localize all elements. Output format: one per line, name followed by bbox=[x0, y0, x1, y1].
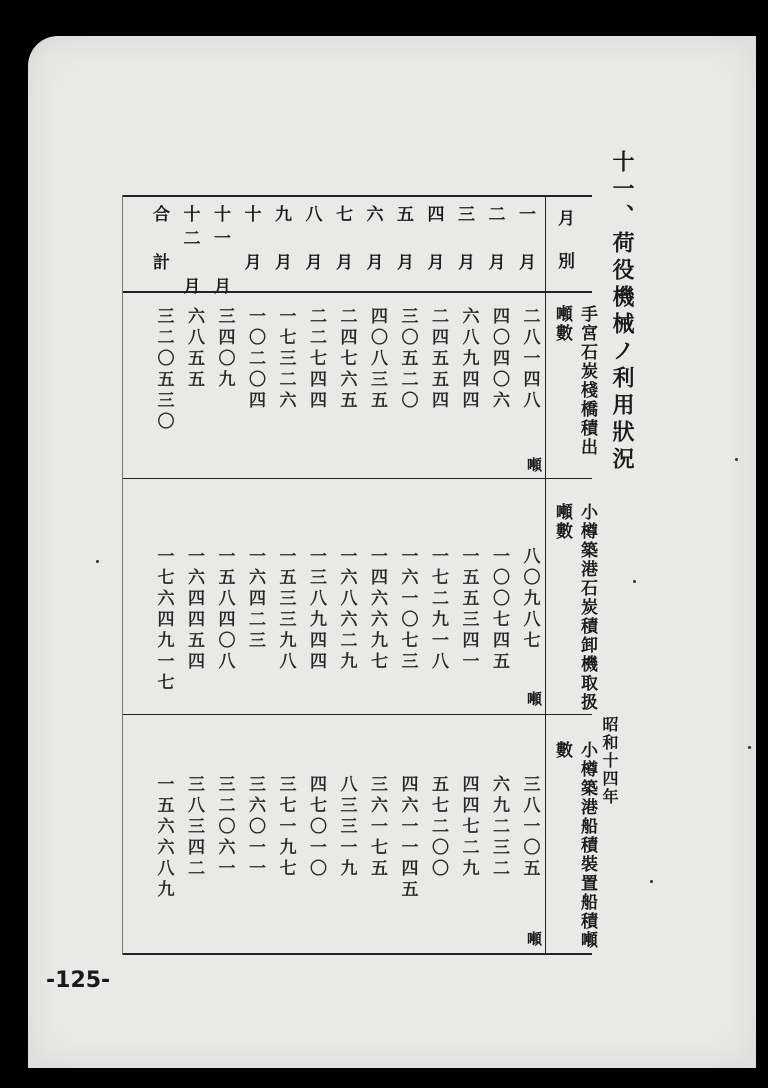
era-label: 昭和十四年 bbox=[600, 716, 619, 806]
table-cell: 一五八四〇八 bbox=[214, 547, 235, 673]
table-cell: 四〇八三五 bbox=[367, 307, 387, 412]
month-label: 七 月 bbox=[336, 205, 353, 273]
scan-speck bbox=[748, 746, 751, 749]
section-heading-3: 小樽築港船積裝置船積噸數 bbox=[552, 741, 597, 950]
table-cell: 一七二九一八 bbox=[428, 547, 448, 673]
table-cell: 三七一九七 bbox=[275, 775, 296, 880]
table-cell: 一六八六二九 bbox=[336, 547, 357, 673]
table-bottom-rule bbox=[122, 953, 592, 955]
month-label: 一 月 bbox=[519, 205, 536, 273]
section-heading-2: 小樽築港石炭積卸機取扱噸數 bbox=[552, 503, 597, 712]
table-cell: 二二七四四 bbox=[306, 307, 326, 412]
table-cell: 一三八九四四 bbox=[306, 547, 326, 673]
table-cell: 三二〇六一 bbox=[214, 775, 235, 880]
table-cell: 二八一四八 bbox=[519, 307, 540, 412]
table-left-rule bbox=[122, 195, 123, 955]
table-cell: 三四〇九 bbox=[214, 307, 235, 391]
scan-speck bbox=[633, 580, 636, 583]
table-cell: 一〇二〇四 bbox=[245, 307, 265, 412]
month-label: 六 月 bbox=[366, 205, 384, 273]
table-cell: 一五六六八九 bbox=[153, 775, 174, 901]
table-cell: 二四七六五 bbox=[336, 307, 357, 412]
table-cell: 八三三一九 bbox=[336, 775, 357, 880]
table-cell: 二四五五四 bbox=[428, 307, 448, 412]
table-cell: 一四六六九七 bbox=[367, 547, 387, 673]
scan-speck bbox=[96, 560, 99, 563]
table-top-rule bbox=[122, 195, 592, 197]
table-cell: 三八三四二 bbox=[184, 775, 204, 880]
unit-label-2: 噸 bbox=[525, 691, 543, 706]
table-cell: 四〇四〇六 bbox=[489, 307, 509, 412]
table-cell: 一六四四五四 bbox=[184, 547, 204, 673]
section-rule-2 bbox=[122, 714, 592, 715]
month-label: 四 月 bbox=[427, 205, 445, 273]
table-cell: 三二〇五三〇 bbox=[153, 307, 174, 433]
month-column-heading: 月別 bbox=[554, 209, 574, 295]
month-label: 八 月 bbox=[305, 205, 323, 273]
scan-speck bbox=[735, 458, 738, 461]
table-cell: 五七二〇〇 bbox=[428, 775, 448, 880]
month-label: 九 月 bbox=[275, 205, 292, 273]
month-label: 十 月 bbox=[244, 205, 262, 273]
table-cell: 一七三二六 bbox=[275, 307, 296, 412]
month-label: 十 一 月 bbox=[214, 205, 231, 297]
unit-label-1: 噸 bbox=[525, 457, 543, 472]
heading-column-rule bbox=[545, 195, 546, 955]
table-cell: 三六〇一一 bbox=[245, 775, 265, 880]
table-cell: 三八一〇五 bbox=[519, 775, 540, 880]
page-title: 十一、荷役機械ノ利用狀況 bbox=[609, 150, 635, 474]
month-label: 三 月 bbox=[458, 205, 475, 273]
usage-table bbox=[122, 195, 597, 955]
table-cell: 三六一七五 bbox=[367, 775, 387, 880]
scan-speck bbox=[650, 880, 653, 883]
table-cell: 四四七二九 bbox=[458, 775, 479, 880]
table-cell: 一六一〇七三 bbox=[397, 547, 418, 673]
table-cell: 三〇五二〇 bbox=[397, 307, 418, 412]
table-cell: 一五五三四一 bbox=[458, 547, 479, 673]
month-label: 二 月 bbox=[488, 205, 506, 273]
unit-label-3: 噸 bbox=[525, 931, 543, 946]
section-heading-1: 手宮石炭棧橋積出噸數 bbox=[552, 305, 597, 457]
month-label: 十 二 月 bbox=[183, 205, 201, 297]
table-cell: 六九二三二 bbox=[489, 775, 509, 880]
table-cell: 六八九四四 bbox=[458, 307, 479, 412]
table-cell: 四七〇一〇 bbox=[306, 775, 326, 880]
table-cell: 一六四二三 bbox=[245, 547, 265, 652]
table-cell: 四六一一四五 bbox=[397, 775, 418, 901]
table-cell: 一〇〇七四五 bbox=[489, 547, 509, 673]
table-cell: 六八五五 bbox=[184, 307, 204, 391]
month-label: 合 計 bbox=[153, 205, 170, 273]
table-cell: 八〇九八七 bbox=[519, 547, 540, 652]
section-rule-1 bbox=[122, 478, 592, 479]
month-label: 五 月 bbox=[397, 205, 414, 273]
table-cell: 一七六四九一七 bbox=[153, 547, 174, 694]
table-cell: 一五三三九八 bbox=[275, 547, 296, 673]
page-number: -125- bbox=[46, 968, 111, 993]
